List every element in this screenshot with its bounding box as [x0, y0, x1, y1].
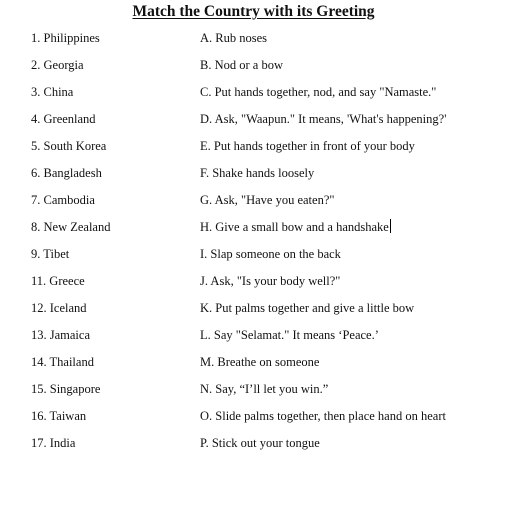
list-row [0, 434, 507, 461]
greeting-item: C. Put hands together, nod, and say "Namaste." [200, 85, 437, 99]
country-item: 4. Greenland [31, 112, 96, 126]
title-text: Match the Country with its Greeting [132, 3, 375, 20]
country-item: 15. Singapore [31, 382, 101, 396]
greeting-item: F. Shake hands loosely [200, 166, 315, 180]
country-item: 8. New Zealand [31, 220, 111, 234]
greeting-item-text: H. Give a small bow and a handshake [200, 220, 389, 234]
country-item: 11. Greece [31, 274, 85, 288]
country-item: 9. Tibet [31, 247, 70, 261]
text-cursor [390, 219, 391, 233]
greeting-item: O. Slide palms together, then place hand on heart [200, 409, 446, 423]
list-row [0, 137, 507, 164]
country-item: 7. Cambodia [31, 193, 95, 207]
greeting-item: N. Say, “I’ll let you win.” [200, 382, 329, 396]
country-item: 2. Georgia [31, 58, 84, 72]
list-row [0, 245, 507, 272]
list-row [0, 272, 507, 299]
list-row [0, 380, 507, 407]
list-row [0, 164, 507, 191]
greeting-item: E. Put hands together in front of your body [200, 139, 415, 153]
greeting-item: I. Slap someone on the back [200, 247, 341, 261]
list-row [0, 110, 507, 137]
greeting-item: D. Ask, "Waapun." It means, 'What's happening?' [200, 112, 447, 126]
country-item: 3. China [31, 85, 74, 99]
greeting-item: G. Ask, "Have you eaten?" [200, 193, 335, 207]
country-item: 17. India [31, 436, 76, 450]
country-item: 5. South Korea [31, 139, 107, 153]
country-item: 1. Philippines [31, 31, 100, 45]
greeting-item: K. Put palms together and give a little bow [200, 301, 415, 315]
list-row [0, 326, 507, 353]
list-row [0, 56, 507, 83]
greeting-item: B. Nod or a bow [200, 58, 283, 72]
list-row [0, 218, 507, 245]
greeting-item[interactable] [200, 218, 391, 236]
list-row [0, 191, 507, 218]
country-item: 13. Jamaica [31, 328, 91, 342]
list-row [0, 29, 507, 56]
greeting-item: M. Breathe on someone [200, 355, 320, 369]
country-item: 14. Thailand [31, 355, 94, 369]
list-row [0, 353, 507, 380]
worksheet-title [0, 2, 507, 22]
country-item: 16. Taiwan [31, 409, 87, 423]
greeting-item: L. Say "Selamat." It means ‘Peace.’ [200, 328, 379, 342]
greeting-item: J. Ask, "Is your body well?" [200, 274, 341, 288]
country-item: 12. Iceland [31, 301, 87, 315]
country-item: 6. Bangladesh [31, 166, 102, 180]
list-row [0, 407, 507, 434]
greeting-item: P. Stick out your tongue [200, 436, 320, 450]
list-row [0, 83, 507, 110]
matching-list [0, 29, 507, 461]
greeting-item: A. Rub noses [200, 31, 268, 45]
list-row [0, 299, 507, 326]
